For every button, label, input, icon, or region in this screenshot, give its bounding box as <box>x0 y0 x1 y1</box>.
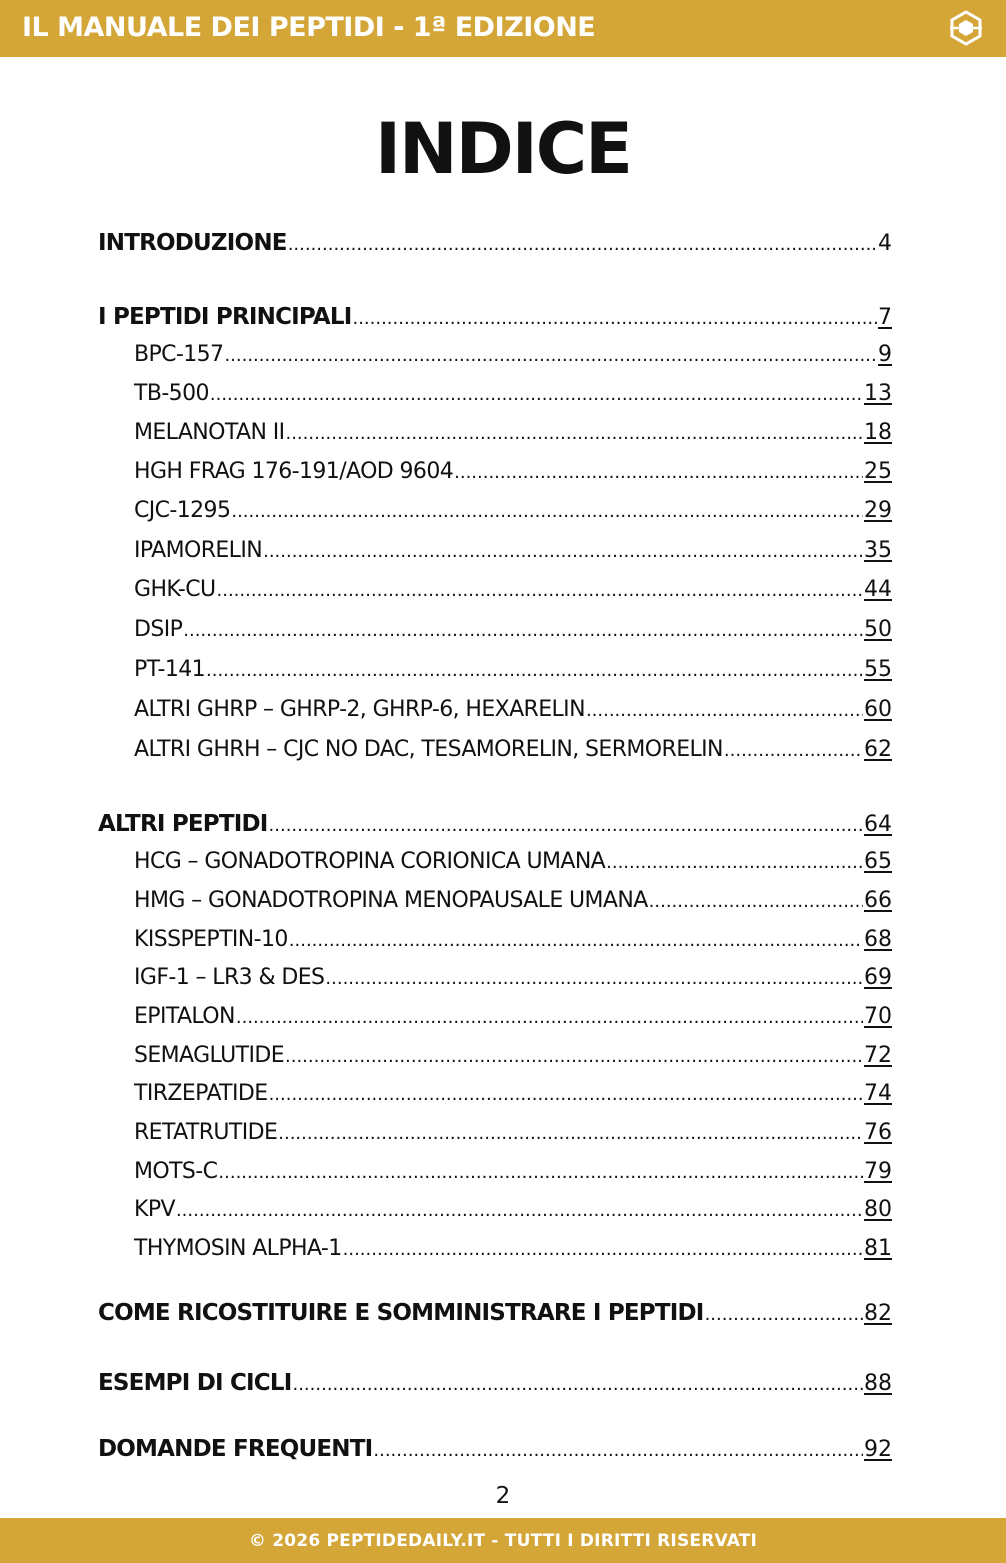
toc-page-link[interactable]: 68 <box>864 927 892 952</box>
toc-dot-leader <box>217 580 863 601</box>
toc-entry-title: KPV <box>134 1197 175 1222</box>
toc-dot-leader <box>269 1084 863 1105</box>
toc-dot-leader <box>292 1374 863 1395</box>
toc-entry-title: ALTRI GHRP – GHRP-2, GHRP-6, HEXARELIN <box>134 697 585 722</box>
toc-entry[interactable] <box>134 1043 892 1068</box>
toc-entry[interactable] <box>134 657 892 682</box>
toc-entry-title: BPC-157 <box>134 342 224 367</box>
toc-dot-leader <box>269 815 863 836</box>
toc-entry-title: KISSPEPTIN-10 <box>134 927 288 952</box>
toc-entry[interactable] <box>98 304 892 330</box>
toc-dot-leader <box>218 1162 863 1183</box>
header-title: IL MANUALE DEI PEPTIDI - 1ª EDIZIONE <box>22 12 596 43</box>
toc-dot-leader <box>724 740 863 761</box>
toc-entry[interactable] <box>134 697 892 722</box>
toc-entry[interactable] <box>134 737 892 762</box>
toc-page-link[interactable]: 44 <box>864 577 892 602</box>
toc-entry[interactable] <box>134 849 892 874</box>
toc-entry-title: TB-500 <box>134 381 209 406</box>
toc-entry[interactable] <box>134 420 892 445</box>
toc-entry[interactable] <box>134 1004 892 1029</box>
toc-page-link[interactable]: 74 <box>864 1081 892 1106</box>
toc-dot-leader <box>343 1239 863 1260</box>
page-title: INDICE <box>375 108 631 190</box>
toc-entry[interactable] <box>134 1236 892 1261</box>
toc-page-link[interactable]: 81 <box>864 1236 892 1261</box>
toc-page-link[interactable]: 35 <box>864 538 892 563</box>
toc-dot-leader <box>278 1123 863 1144</box>
toc-dot-leader <box>285 1046 863 1067</box>
toc-page-link[interactable]: 9 <box>878 342 892 367</box>
toc-page-link[interactable]: 70 <box>864 1004 892 1029</box>
toc-entry[interactable] <box>98 811 892 837</box>
toc-entry-title: COME RICOSTITUIRE E SOMMINISTRARE I PEPTIDI <box>98 1300 704 1326</box>
toc-entry-title: CJC-1295 <box>134 498 231 523</box>
toc-entry[interactable] <box>98 1300 892 1326</box>
toc-page-link[interactable]: 25 <box>864 459 892 484</box>
toc-entry-title: THYMOSIN ALPHA-1 <box>134 1236 342 1261</box>
toc-entry[interactable] <box>134 498 892 523</box>
toc-entry[interactable] <box>134 965 892 990</box>
toc-entry-title: IPAMORELIN <box>134 538 263 563</box>
toc-dot-leader <box>176 1200 863 1221</box>
toc-entry-title: HCG – GONADOTROPINA CORIONICA UMANA <box>134 849 606 874</box>
toc-page-link[interactable]: 50 <box>864 617 892 642</box>
toc-page-link[interactable]: 66 <box>864 888 892 913</box>
toc-entry-title: ESEMPI DI CICLI <box>98 1370 292 1396</box>
toc-page-link[interactable]: 29 <box>864 498 892 523</box>
toc-page-link[interactable]: 64 <box>864 812 892 837</box>
toc-page-link[interactable]: 76 <box>864 1120 892 1145</box>
toc-entry-title: MELANOTAN II <box>134 420 285 445</box>
toc-entry-title: I PEPTIDI PRINCIPALI <box>98 304 352 330</box>
toc-entry-title: HGH FRAG 176-191/AOD 9604 <box>134 459 454 484</box>
toc-entry[interactable] <box>134 927 892 952</box>
toc-page-link: 4 <box>878 231 892 256</box>
toc-page-link[interactable]: 92 <box>864 1437 892 1462</box>
toc-page-link[interactable]: 80 <box>864 1197 892 1222</box>
toc-entry-title: MOTS-C <box>134 1159 218 1184</box>
toc-entry[interactable] <box>134 577 892 602</box>
toc-page-link[interactable]: 65 <box>864 849 892 874</box>
toc-entry-title: ALTRI GHRH – CJC NO DAC, TESAMORELIN, SERMORELIN <box>134 737 723 762</box>
toc-entry-title: IGF-1 – LR3 & DES <box>134 965 325 990</box>
toc-entry[interactable] <box>134 1120 892 1145</box>
toc-dot-leader <box>606 852 863 873</box>
toc-dot-leader <box>352 308 877 329</box>
toc-page-link[interactable]: 62 <box>864 737 892 762</box>
toc-dot-leader <box>373 1440 863 1461</box>
toc-entry <box>98 230 892 256</box>
toc-dot-leader <box>210 384 863 405</box>
toc-dot-leader <box>325 968 863 989</box>
toc-entry[interactable] <box>134 538 892 563</box>
toc-dot-leader <box>454 462 863 483</box>
toc-dot-leader <box>649 891 863 912</box>
toc-dot-leader <box>705 1304 863 1325</box>
toc-entry[interactable] <box>134 381 892 406</box>
toc-dot-leader <box>263 541 863 562</box>
toc-dot-leader <box>586 700 863 721</box>
toc-page-link[interactable]: 18 <box>864 420 892 445</box>
toc-dot-leader <box>236 1007 863 1028</box>
toc-page-link[interactable]: 69 <box>864 965 892 990</box>
toc-entry-title: SEMAGLUTIDE <box>134 1043 284 1068</box>
toc-dot-leader <box>231 501 863 522</box>
toc-dot-leader <box>289 930 863 951</box>
toc-entry-title: EPITALON <box>134 1004 235 1029</box>
toc-dot-leader <box>288 234 877 255</box>
toc-entry-title: RETATRUTIDE <box>134 1120 278 1145</box>
toc-page-link[interactable]: 55 <box>864 657 892 682</box>
page-number: 2 <box>495 1483 511 1509</box>
toc-page-link[interactable]: 88 <box>864 1371 892 1396</box>
toc-entry[interactable] <box>134 1197 892 1222</box>
toc-entry[interactable] <box>134 888 892 913</box>
toc-dot-leader <box>206 660 863 681</box>
toc-entry-title: DOMANDE FREQUENTI <box>98 1436 373 1462</box>
toc-page-link[interactable]: 13 <box>864 381 892 406</box>
toc-page-link[interactable]: 7 <box>878 305 892 330</box>
footer-bar <box>0 1518 1006 1563</box>
toc-entry[interactable] <box>134 1081 892 1106</box>
toc-entry-title: DSIP <box>134 617 183 642</box>
toc-page-link[interactable]: 72 <box>864 1043 892 1068</box>
footer-copyright: © 2026 PEPTIDEDAILY.IT - TUTTI I DIRITTI RISERVATI <box>248 1531 758 1551</box>
toc-page-link[interactable]: 79 <box>864 1159 892 1184</box>
toc-entry[interactable] <box>98 1436 892 1462</box>
toc-entry[interactable] <box>98 1370 892 1396</box>
toc-entry-title: HMG – GONADOTROPINA MENOPAUSALE UMANA <box>134 888 648 913</box>
toc-page-link[interactable]: 82 <box>864 1301 892 1326</box>
toc-dot-leader <box>183 620 863 641</box>
toc-page-link[interactable]: 60 <box>864 697 892 722</box>
toc-entry-title: PT-141 <box>134 657 206 682</box>
toc-entry[interactable] <box>134 342 892 367</box>
toc-entry-title: GHK-CU <box>134 577 216 602</box>
toc-dot-leader <box>224 345 877 366</box>
toc-entry-title: TIRZEPATIDE <box>134 1081 268 1106</box>
toc-entry[interactable] <box>134 617 892 642</box>
toc-dot-leader <box>285 423 863 444</box>
toc-entry-title: INTRODUZIONE <box>98 230 287 256</box>
toc-entry[interactable] <box>134 459 892 484</box>
toc-entry-title: ALTRI PEPTIDI <box>98 811 268 837</box>
toc-entry[interactable] <box>134 1159 892 1184</box>
